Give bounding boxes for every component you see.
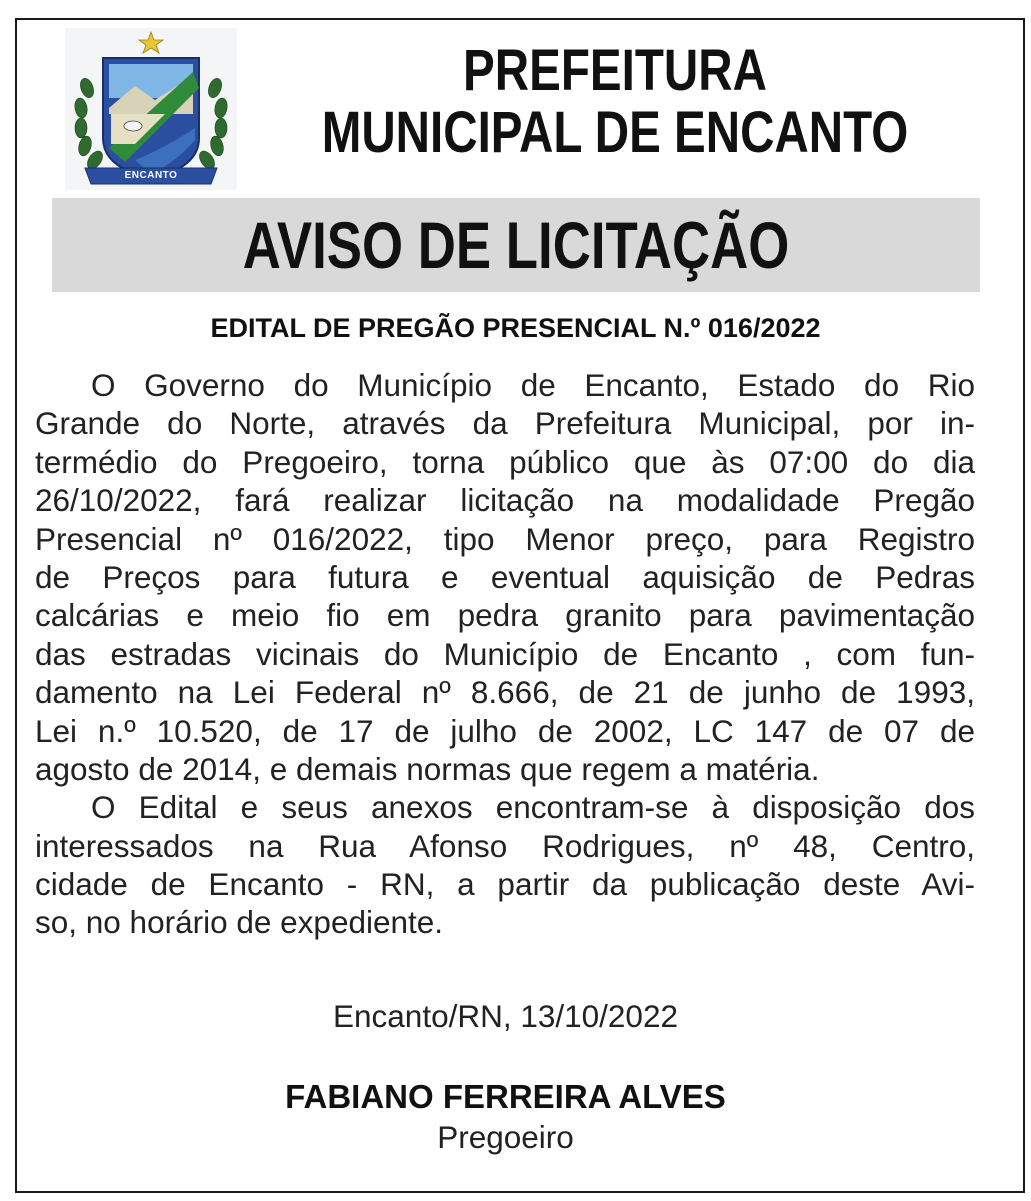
signer-name: FABIANO FERREIRA ALVES — [285, 1078, 726, 1115]
paragraph1-line: de Preços para futura e eventual aquisição de Pedras — [35, 558, 975, 595]
org-title-line2: MUNICIPAL DE ENCANTO — [321, 100, 909, 165]
crest-label: ENCANTO — [124, 170, 178, 181]
notice-body — [35, 366, 975, 942]
paragraph1-line: agosto de 2014, e demais normas que regem a matéria. — [35, 750, 820, 787]
paragraph2-line: O Edital e seus anexos encontram-se à disposição dos — [91, 789, 975, 826]
municipal-crest-logo — [65, 28, 237, 190]
paragraph1-line: Presencial nº 016/2022, tipo Menor preço, para Registro — [35, 520, 975, 557]
paragraph1-line: termédio do Pregoeiro, torna público que às 07:00 do dia — [35, 443, 975, 480]
paragraph1-line: Grande do Norte, através da Prefeitura Municipal, por in- — [35, 405, 975, 442]
place-and-date: Encanto/RN, 13/10/2022 — [333, 998, 678, 1034]
notice-banner-title: AVISO DE LICITAÇÃO — [242, 208, 790, 282]
edital-title: EDITAL DE PREGÃO PRESENCIAL N.º 016/2022 — [210, 313, 821, 343]
paragraph1-line: das estradas vicinais do Município de Encanto , com fun- — [35, 635, 975, 672]
paragraph1-line: calcárias e meio fio em pedra granito para pavimentação — [35, 597, 975, 634]
crest-svg — [65, 28, 237, 190]
paragraph1-line: damento na Lei Federal nº 8.666, de 21 de junho de 1993, — [35, 674, 975, 711]
signer-role: Pregoeiro — [437, 1119, 574, 1155]
org-title-line1: PREFEITURA — [463, 38, 767, 103]
paragraph2-line: so, no horário de expediente. — [35, 904, 444, 941]
paragraph1-line: O Governo do Município de Encanto, Estado do Rio — [91, 367, 975, 403]
paragraph2-line: cidade de Encanto - RN, a partir da publicação deste Avi- — [35, 866, 975, 903]
notice-banner — [52, 198, 980, 292]
paragraph1-line: 26/10/2022, fará realizar licitação na modalidade Pregão — [35, 482, 975, 519]
paragraph2-line: interessados na Rua Afonso Rodrigues, nº 48, Centro, — [35, 827, 975, 864]
org-title — [308, 40, 923, 164]
paragraph1-line: Lei n.º 10.520, de 17 de julho de 2002, LC 147 de 07 de — [35, 712, 975, 749]
